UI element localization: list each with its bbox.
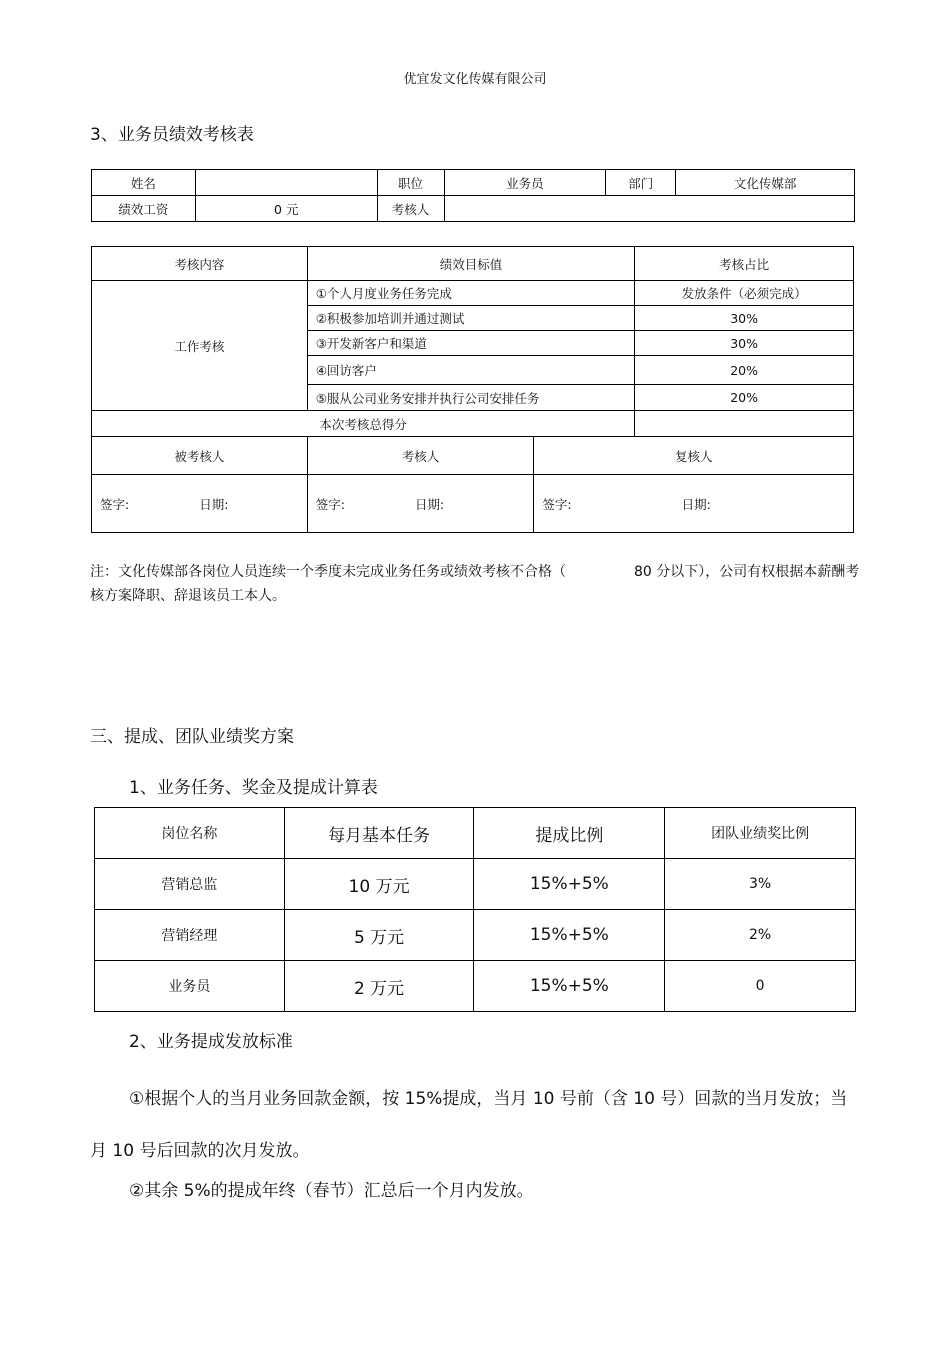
- col-header-commission: 提成比例: [474, 808, 665, 859]
- ratio-cell: 20%: [635, 385, 854, 411]
- team-bonus-cell: 3%: [665, 859, 856, 910]
- table-row: [92, 170, 855, 196]
- date-label: 日期:: [414, 496, 445, 512]
- col-header-team-bonus: 团队业绩奖比例: [665, 808, 856, 859]
- reviewer-value: [444, 196, 854, 222]
- company-header: 优宜发文化传媒有限公司: [403, 72, 547, 87]
- task-cell: 10 万元: [284, 859, 474, 910]
- ratio-cell: 30%: [635, 331, 854, 356]
- position-label: 职位: [377, 170, 444, 196]
- salary-value: 0 元: [195, 196, 377, 222]
- note-part1: 注：文化传媒部各岗位人员连续一个季度未完成业务任务或绩效考核不合格（: [90, 564, 566, 580]
- col-header-target: 绩效目标值: [307, 247, 635, 281]
- position-cell: 营销经理: [95, 910, 285, 961]
- commission-cell: 15%+5%: [474, 910, 665, 961]
- sign-header-reviewer: 考核人: [307, 437, 534, 475]
- evaluation-table: [91, 246, 854, 533]
- target-cell: ⑤服从公司业务安排并执行公司安排任务: [307, 385, 635, 411]
- task-cell: 5 万元: [284, 910, 474, 961]
- sign-cell-rechecker: [534, 475, 854, 533]
- total-row: [92, 411, 854, 437]
- target-cell: ④回访客户: [307, 356, 635, 385]
- commission-table: [94, 807, 856, 1012]
- table-row: [95, 961, 856, 1012]
- name-label: 姓名: [92, 170, 196, 196]
- target-cell: ②积极参加培训并通过测试: [307, 306, 635, 331]
- position-cell: 营销总监: [95, 859, 285, 910]
- col-header-task: 每月基本任务: [284, 808, 474, 859]
- sign-cell-reviewer: [307, 475, 534, 533]
- dept-label: 部门: [606, 170, 676, 196]
- sign-label: 签字:: [100, 496, 130, 512]
- name-value: [195, 170, 377, 196]
- team-bonus-cell: 0: [665, 961, 856, 1012]
- note-text: [90, 560, 860, 608]
- table-header-row: [92, 247, 854, 281]
- col-header-ratio: 考核占比: [635, 247, 854, 281]
- sign-label: 签字:: [315, 496, 345, 512]
- sign-header-row: [92, 437, 854, 475]
- sign-header-rechecker: 复核人: [534, 437, 854, 475]
- ratio-cell: 30%: [635, 306, 854, 331]
- table-row: [92, 281, 854, 306]
- date-label: 日期:: [681, 496, 711, 512]
- table-header-row: [95, 808, 856, 859]
- position-value: 业务员: [444, 170, 606, 196]
- col-header-content: 考核内容: [92, 247, 308, 281]
- date-label: 日期:: [199, 496, 229, 512]
- col-header-position: 岗位名称: [95, 808, 285, 859]
- employee-info-table: [91, 169, 855, 222]
- subsection-title-payout: 2、业务提成发放标准: [129, 1032, 293, 1052]
- table-row: [95, 910, 856, 961]
- note-part2: 80 分以下），公司有权根据本薪酬考核方案降职、辞退该员工本人。: [90, 564, 860, 604]
- payout-rule-1: ①根据个人的当月业务回款金额，按 15%提成，当月 10 号前（含 10 号）回款的当月发放；当月 10 号后回款的次月发放。: [90, 1089, 848, 1161]
- sign-header-employee: 被考核人: [92, 437, 308, 475]
- table-row: [92, 196, 855, 222]
- sign-row: [92, 475, 854, 533]
- commission-cell: 15%+5%: [474, 859, 665, 910]
- sign-label: 签字:: [542, 496, 572, 512]
- ratio-cell: 发放条件（必须完成）: [635, 281, 854, 306]
- total-value: [635, 411, 854, 437]
- reviewer-label: 考核人: [377, 196, 444, 222]
- target-cell: ③开发新客户和渠道: [307, 331, 635, 356]
- section-title-commission: 三、提成、团队业绩奖方案: [90, 727, 294, 747]
- section-title-performance-table: 3、业务员绩效考核表: [90, 125, 254, 145]
- total-label: 本次考核总得分: [92, 411, 635, 437]
- target-cell: ①个人月度业务任务完成: [307, 281, 635, 306]
- sign-cell-employee: [92, 475, 308, 533]
- ratio-cell: 20%: [635, 356, 854, 385]
- category-cell: 工作考核: [92, 281, 308, 411]
- dept-value: 文化传媒部: [676, 170, 855, 196]
- task-cell: 2 万元: [284, 961, 474, 1012]
- commission-cell: 15%+5%: [474, 961, 665, 1012]
- team-bonus-cell: 2%: [665, 910, 856, 961]
- table-row: [95, 859, 856, 910]
- salary-label: 绩效工资: [92, 196, 196, 222]
- position-cell: 业务员: [95, 961, 285, 1012]
- payout-rule-2: ②其余 5%的提成年终（春节）汇总后一个月内发放。: [129, 1181, 534, 1201]
- subsection-title-task-table: 1、业务任务、奖金及提成计算表: [129, 778, 378, 798]
